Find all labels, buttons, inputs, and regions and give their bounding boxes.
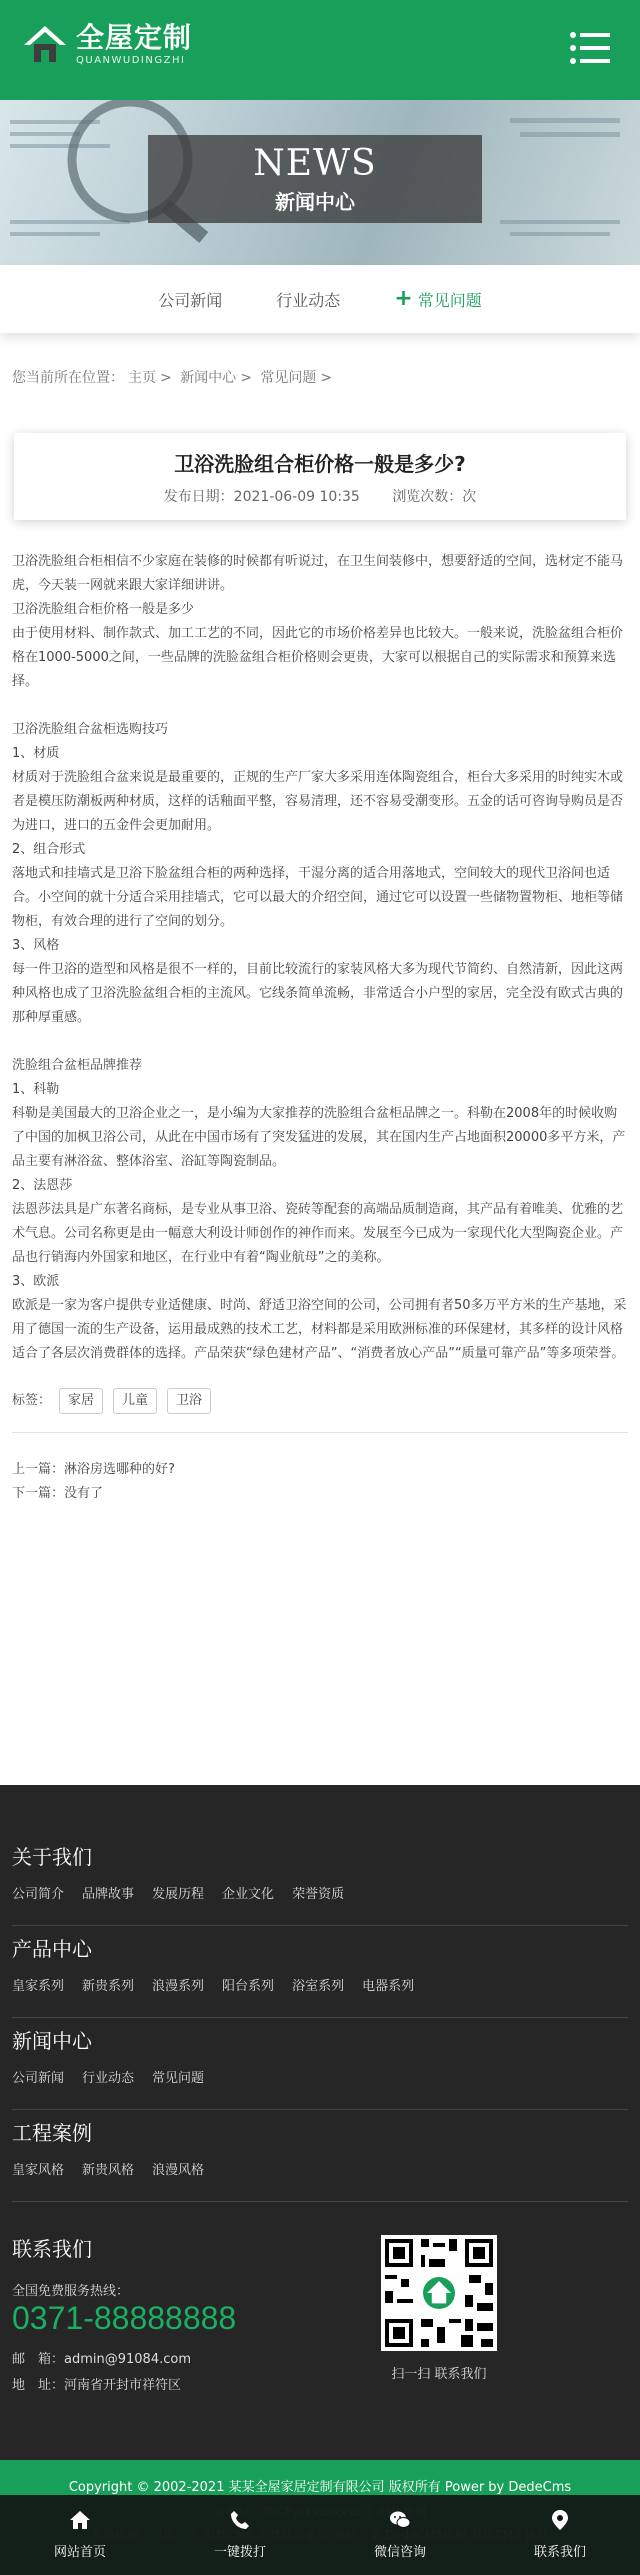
- paragraph: 卫浴洗脸组合柜价格一般是多少: [12, 602, 195, 617]
- publish-date: 发布日期：2021-06-09 10:35: [163, 489, 360, 505]
- footer-link[interactable]: 发展历程: [152, 1887, 205, 1902]
- paragraph: 由于使用材料、制作款式、加工工艺的不同，因此它的市场价格差异也比较大。一般来说，洗脸盆组合柜价格在1000-5000之间，一些品牌的洗脸盆组合柜价格则会更贵，大家可以根据自己的实际需求和预算来选择。: [12, 626, 624, 689]
- bottom-nav-call[interactable]: [160, 2495, 320, 2575]
- bottom-nav-label: 微信咨询: [373, 2545, 426, 2560]
- tab-faq[interactable]: [394, 288, 481, 311]
- tab-label: 常见问题: [417, 290, 482, 310]
- footer-section-title: 产品中心: [12, 1937, 92, 1961]
- hotline-label: 全国免费服务热线：: [12, 2284, 130, 2299]
- banner-title-cn: 新闻中心: [275, 190, 355, 214]
- footer-section-about: [12, 1843, 628, 1902]
- banner-title-en: NEWS: [253, 143, 377, 184]
- footer-divider: [12, 2201, 628, 2202]
- news-banner: [0, 100, 640, 265]
- paragraph: 洗脸组合盆柜品牌推荐: [12, 1058, 143, 1073]
- footer-link[interactable]: 荣誉资质: [292, 1887, 345, 1902]
- paragraph: 材质对于洗脸组合盆来说是最重要的，正规的生产厂家大多采用连体陶瓷组合，柜台大多采用的时纯实木或者是模压防潮板两种材质，这样的话釉面平整，容易清理，还不容易受潮变形。五金的话可咨询导购员是否为进口，进口的五金件会更加耐用。: [12, 770, 624, 833]
- footer-link[interactable]: 行业动态: [82, 2071, 135, 2086]
- home-icon: [69, 2509, 91, 2531]
- bottom-nav-label: 网站首页: [53, 2545, 106, 2560]
- prev-next-nav: [12, 1458, 628, 1506]
- menu-icon[interactable]: [570, 30, 610, 66]
- bottom-nav-bar: [0, 2495, 640, 2575]
- bottom-nav-contact[interactable]: [480, 2495, 640, 2575]
- paragraph: 卫浴洗脸组合盆柜选购技巧: [12, 722, 169, 737]
- paragraph: 科勒是美国最大的卫浴企业之一，是小编为大家推荐的洗脸组合盆柜品牌之一。科勒在2008年的时候收购了中国的加枫卫浴公司，从此在中国市场有了突发猛进的发展，其在国内生产占地面积20000多平方米，产品主要有淋浴盆、整体浴室、浴缸等陶瓷制品。: [12, 1106, 626, 1169]
- tab-label: 行业动态: [276, 290, 341, 310]
- footer-link[interactable]: 电器系列: [362, 1979, 415, 1994]
- paragraph: 1、科勒: [12, 1082, 60, 1097]
- tab-label: 公司新闻: [158, 290, 223, 310]
- footer-link[interactable]: 浪漫系列: [152, 1979, 205, 1994]
- tab-industry-news[interactable]: [276, 288, 340, 311]
- location-icon: [549, 2509, 571, 2531]
- footer-link[interactable]: 企业文化: [222, 1887, 275, 1902]
- footer-link[interactable]: 新贵系列: [82, 1979, 135, 1994]
- hotline-number[interactable]: 0371-88888888: [12, 2300, 237, 2336]
- bottom-nav-label: 联系我们: [533, 2545, 586, 2560]
- tag-home[interactable]: 家居: [59, 1388, 103, 1414]
- qr-caption: 扫一扫 联系我们: [391, 2367, 487, 2382]
- paragraph: 每一件卫浴的造型和风格是很不一样的，目前比较流行的家装风格大多为现代节简约、自然清新，因此这两种风格也成了卫浴洗脸盆组合柜的主流风。它线条简单流畅，非常适合小户型的家居，完全没有欧式古典的那种厚重感。: [12, 962, 624, 1025]
- footer-section-title: 工程案例: [12, 2121, 92, 2145]
- view-count: 浏览次数：次: [392, 489, 477, 505]
- copyright-text: Copyright © 2002-2021 某某全屋家居定制有限公司 版权所有 Power by DedeCms: [68, 2480, 572, 2495]
- tab-company-news[interactable]: [158, 288, 222, 311]
- footer-link[interactable]: 公司新闻: [12, 2071, 65, 2086]
- footer-divider: [12, 2109, 628, 2110]
- article-body: [12, 550, 628, 1506]
- paragraph: 落地式和挂墙式是卫浴下脸盆组合柜的两种选择，干湿分离的适合用落地式，空间较大的现代卫浴间也适合。小空间的就十分适合采用挂墙式，它可以最大的介绍空间，通过它可以设置一些储物置物柜、地柜等储物柜，有效合理的进行了空间的划分。: [12, 866, 624, 929]
- house-logo-icon: [22, 22, 68, 68]
- category-tabs: [0, 265, 640, 333]
- tag-bathroom[interactable]: 卫浴: [167, 1388, 211, 1414]
- paragraph: 欧派是一家为客户提供专业适健康、时尚、舒适卫浴空间的公司，公司拥有者50多万平方米的生产基地，采用了德国一流的生产设备，运用最成熟的技术工艺，材料都是采用欧洲标准的环保建材，其多样的设计风格适合了各层次消费群体的选择。产品荣获“绿色建材产品”、“消费者放心产品”“质量可靠产品”等多项荣誉。: [12, 1298, 627, 1361]
- qr-code-icon: [381, 2235, 497, 2351]
- breadcrumb-faq[interactable]: 常见问题: [260, 370, 317, 386]
- bottom-nav-home[interactable]: [0, 2495, 160, 2575]
- breadcrumb: [12, 367, 336, 387]
- prev-article-link[interactable]: 上一篇：淋浴房选哪种的好?: [12, 1462, 175, 1477]
- site-header: [0, 0, 640, 100]
- site-footer: [0, 1785, 640, 2460]
- breadcrumb-news[interactable]: 新闻中心: [180, 370, 237, 386]
- plus-icon: +: [394, 286, 413, 311]
- contact-address: 地 址：河南省开封市祥符区: [12, 2378, 182, 2393]
- paragraph: 1、材质: [12, 746, 60, 761]
- footer-link[interactable]: 公司简介: [12, 1887, 65, 1902]
- breadcrumb-sep: >: [320, 370, 333, 386]
- bottom-nav-wechat[interactable]: [320, 2495, 480, 2575]
- next-article-link[interactable]: 下一篇：没有了: [12, 1486, 104, 1501]
- paragraph: 法恩莎法具是广东著名商标，是专业从事卫浴、瓷砖等配套的高端品质制造商，其产品有着唯美、优雅的艺术气息。公司名称更是由一幅意大利设计师创作的神作而来。发展至今已成为一家现代化大型陶瓷企业。产品也行销海内外国家和地区，在行业中有着“陶业航母”之的美称。: [12, 1202, 624, 1265]
- footer-section-products: [12, 1935, 628, 1994]
- paragraph: 3、欧派: [12, 1274, 60, 1289]
- paragraph: 2、法恩莎: [12, 1178, 73, 1193]
- logo-name: 全屋定制: [76, 21, 193, 54]
- paragraph: 2、组合形式: [12, 842, 86, 857]
- paragraph: 3、风格: [12, 938, 60, 953]
- footer-section-title: 新闻中心: [12, 2029, 92, 2053]
- tag-kids[interactable]: 儿童: [113, 1388, 157, 1414]
- contact-title: 联系我们: [12, 2237, 92, 2261]
- footer-link[interactable]: 浪漫风格: [152, 2163, 205, 2178]
- footer-link[interactable]: 皇家系列: [12, 1979, 65, 1994]
- divider: [12, 1432, 628, 1433]
- footer-link[interactable]: 常见问题: [152, 2071, 205, 2086]
- breadcrumb-sep: >: [160, 370, 172, 386]
- footer-link[interactable]: 浴室系列: [292, 1979, 345, 1994]
- article-title: 卫浴洗脸组合柜价格一般是多少?: [174, 452, 466, 476]
- breadcrumb-prefix: 您当前所在位置：: [12, 370, 124, 386]
- phone-icon: [229, 2509, 251, 2531]
- site-logo[interactable]: [22, 22, 192, 68]
- footer-section-cases: [12, 2119, 628, 2178]
- article-header-card: [14, 433, 626, 520]
- footer-link[interactable]: 品牌故事: [82, 1887, 135, 1902]
- banner-title-box: [148, 135, 482, 223]
- footer-divider: [12, 2017, 628, 2018]
- footer-link[interactable]: 皇家风格: [12, 2163, 65, 2178]
- logo-subtitle: QUANWUDINGZHI: [76, 55, 186, 66]
- article-tags: [12, 1388, 628, 1414]
- footer-link[interactable]: 阳台系列: [222, 1979, 275, 1994]
- footer-contact: [12, 2233, 628, 2399]
- footer-link[interactable]: 新贵风格: [82, 2163, 135, 2178]
- footer-section-title: 关于我们: [12, 1845, 92, 1869]
- breadcrumb-home[interactable]: 主页: [128, 370, 156, 386]
- wechat-icon: [389, 2509, 411, 2531]
- tags-label: 标签：: [12, 1393, 52, 1408]
- paragraph: 卫浴洗脸组合柜相信不少家庭在装修的时候都有听说过，在卫生间装修中，想要舒适的空间，选材定不能马虎，今天装一网就来跟大家详细讲讲。: [12, 554, 624, 593]
- article-meta: [14, 486, 626, 506]
- contact-email: 邮 箱：admin@91084.com: [12, 2352, 191, 2367]
- footer-divider: [12, 1925, 628, 1926]
- breadcrumb-sep: >: [240, 370, 252, 386]
- footer-section-news: [12, 2027, 628, 2086]
- bottom-nav-label: 一键拨打: [213, 2545, 266, 2560]
